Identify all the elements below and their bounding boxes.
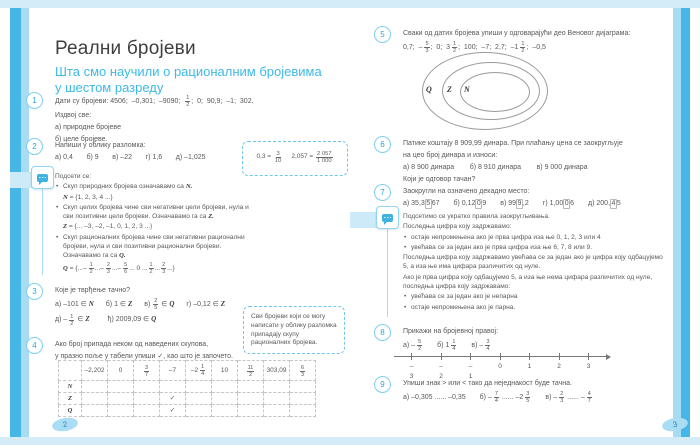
exercise-9 bbox=[374, 376, 593, 404]
exercise-4-instruction-2: у празно поље у табели упиши ✓, као што је започето. bbox=[55, 353, 233, 360]
exercise-7-items bbox=[403, 199, 621, 209]
venn-label-n: N bbox=[464, 85, 470, 94]
tick--2: –2 bbox=[441, 353, 442, 360]
exercise-5-number: 5 bbox=[374, 26, 391, 43]
fraction: – 3 4 bbox=[479, 339, 490, 352]
exercise-5-numbers: 0,7; – 5 3 ; 0; 3 1 2 ; 100; –7; 2,7; –1 1 2 ; –0,5 bbox=[403, 41, 546, 54]
tick-2: 2 bbox=[559, 353, 560, 360]
hint-box-rationals bbox=[243, 306, 345, 354]
exercise-6-text-1: Патике коштају 8 909,99 динара. При плаћању цена се заокругљује bbox=[403, 140, 623, 147]
remember-title: Подсети се: bbox=[55, 173, 92, 180]
fraction: – 2 3 bbox=[553, 391, 564, 404]
remember-natural-numbers: • Скуп природних бројева означавамо са N. bbox=[55, 182, 255, 191]
table-row-z: Z ✓ bbox=[59, 393, 316, 405]
table-row-n: N bbox=[59, 381, 316, 393]
exercise-3-row-2 bbox=[55, 314, 225, 327]
top-border bbox=[0, 0, 700, 8]
exercise-3-question: Које је тврђење тачно? bbox=[55, 287, 131, 294]
rounding-rule-odd: • увећава се за један ако је непарна bbox=[403, 292, 667, 301]
fraction: – 5 6 bbox=[117, 261, 128, 275]
speech-bubble-glyph bbox=[382, 214, 393, 222]
rounding-rule-even: • остаје непромењена ако је парна. bbox=[403, 303, 667, 312]
exercise-1-item-b: б) целе бројеве. bbox=[55, 135, 108, 143]
table-header-row: –2,202 0 3 7 –7 –2 1 4 10 11 2 303,09 6 3 bbox=[59, 361, 316, 381]
rounding-rule-1: • остаје непромењена ако је прва цифра иза ње 0, 1, 2, 3 или 4 bbox=[403, 233, 667, 242]
rounding-lead: Последња цифра коју задржавамо: bbox=[403, 223, 512, 231]
hint-rationals-text: Сви бројеви који се могу написати у облику разломка припадају скупу рационалних бројева. bbox=[251, 313, 337, 347]
fraction: –2 1 4 bbox=[190, 364, 205, 377]
checkmark: ✓ bbox=[160, 405, 186, 417]
exercise-8-number: 8 bbox=[374, 324, 391, 341]
speech-bubble-icon bbox=[376, 206, 399, 229]
right-edge-strip-dark bbox=[681, 8, 690, 437]
statement-a: а) –101 ∈ N bbox=[55, 299, 94, 308]
exercise-6 bbox=[374, 136, 623, 185]
exercise-4-number: 4 bbox=[26, 337, 43, 354]
hint-connector-line bbox=[387, 229, 388, 317]
subtitle-line-1: Шта смо научили о рационалним бројевима bbox=[55, 64, 322, 79]
exercise-2-items: а) 0,4 б) 9 в) –22 г) 1,6 д) –1,025 bbox=[55, 154, 206, 161]
exercise-3-number: 3 bbox=[26, 283, 43, 300]
tick-3: 3 bbox=[588, 353, 589, 360]
venn-label-q: Q bbox=[426, 85, 432, 94]
exercise-5 bbox=[374, 26, 630, 54]
plot-item-b: б) 1 1 4 bbox=[437, 339, 456, 352]
plot-item-a: а) – 5 2 bbox=[403, 339, 422, 352]
fraction: – 2 3 bbox=[100, 261, 110, 275]
fraction: – 1 2 bbox=[63, 313, 74, 327]
rounding-rule-2: • увећава се за један ако је прва цифра иза ње 6, 7, 8 или 9. bbox=[403, 243, 667, 252]
fraction: 3 10 bbox=[274, 151, 282, 164]
fraction: – 5 2 bbox=[411, 339, 422, 352]
marked-digit: 0 bbox=[476, 200, 481, 207]
exercise-8 bbox=[374, 324, 498, 352]
fraction: – 1 2 bbox=[82, 261, 93, 275]
fraction: 6 3 bbox=[300, 365, 305, 378]
remember-rationals: • Скуп рационалних бројева чине сви негативни рационални бројеви, нула и сви позитивни рационални бројеви. Означавамо га са Q. bbox=[55, 233, 255, 261]
remember-sets-block bbox=[55, 172, 255, 276]
marked-digit: 9 bbox=[517, 200, 522, 207]
page-left bbox=[10, 8, 350, 437]
exercise-4 bbox=[26, 337, 233, 362]
venn-label-z: Z bbox=[447, 85, 452, 94]
speech-bubble-glyph bbox=[37, 174, 48, 182]
exercise-6-number: 6 bbox=[374, 136, 391, 153]
round-item-d: д) 200, 4 5 bbox=[588, 200, 621, 207]
page-title: Реални бројеви bbox=[55, 38, 196, 59]
fraction: 3 1 2 bbox=[446, 41, 457, 54]
exercise-6-options: а) 8 900 динара б) 8 910 динара в) 9 000 динара bbox=[403, 164, 588, 171]
page-right bbox=[350, 8, 690, 437]
membership-table bbox=[58, 360, 316, 417]
compare-item-b: б) – 7 4 ...... –2 3 5 bbox=[479, 391, 530, 404]
subtitle-line-2: у шестом разреду bbox=[55, 80, 164, 95]
left-edge-strip-dark bbox=[10, 8, 21, 437]
exercise-2 bbox=[26, 138, 206, 163]
bottom-border bbox=[0, 437, 700, 445]
statement-d: д) – 1 2 ∈ Z bbox=[55, 313, 90, 327]
exercise-7-number: 7 bbox=[374, 184, 391, 201]
exercise-1-number: 1 bbox=[26, 92, 43, 109]
fraction: –2 3 5 bbox=[515, 391, 530, 404]
table-row-q: Q ✓ bbox=[59, 405, 316, 417]
venn-ellipse-n bbox=[460, 72, 530, 112]
statement-dj: ђ) 2009,09 ∈ Q bbox=[107, 315, 157, 324]
remember-integers: • Скуп целих бројева чине сви негативни цели бројеви, нула и сви позитивни цели бројеви. Означавамо га са Z. bbox=[55, 203, 255, 222]
exercise-2-instruction: Напиши у облику разломка: bbox=[55, 142, 146, 149]
checkmark: ✓ bbox=[160, 393, 186, 405]
exercise-5-instruction: Сваки од датих бројева упиши у одговарајући део Веновог дијаграма: bbox=[403, 30, 631, 37]
exercise-3 bbox=[26, 283, 225, 327]
statement-b: б) 1 ∈ Z bbox=[105, 299, 133, 308]
rounding-rule-3: Последња цифра коју задржавамо увећава се за један ако је цифра коју одбацујемо 5, а иза ње има цифара различитих од нуле. bbox=[403, 254, 663, 271]
fraction: 2 3 bbox=[162, 261, 166, 275]
exercise-9-number: 9 bbox=[374, 376, 391, 393]
tick-1: 1 bbox=[529, 353, 530, 360]
compare-item-a: а) –0,305 ...... –0,35 bbox=[403, 393, 466, 401]
set-n-definition: N = {1, 2, 3, 4 ...} bbox=[63, 193, 113, 201]
fraction: 1 1 4 bbox=[445, 339, 456, 352]
round-item-g: г) 1,00 0 6 bbox=[542, 200, 575, 207]
number-line-arrow bbox=[606, 354, 611, 360]
hint-box-fractions: 0,3 = 3 10 2,057 = 2 057 1 000 bbox=[242, 141, 348, 176]
exercise-7 bbox=[374, 184, 621, 209]
set-q-definition: Q = {... – 1 2 ... – 2 3 ... – 5 6 ... 0 ... 1 2 ... 2 3 ...} bbox=[63, 261, 175, 275]
fraction: 1 2 bbox=[186, 95, 190, 108]
tick--3: –3 bbox=[411, 353, 412, 360]
fraction: –1 1 2 bbox=[510, 41, 525, 54]
rounding-intro: Подсетимо се укратко правила заокругљивања. bbox=[403, 213, 550, 220]
fraction: 3 7 bbox=[144, 365, 149, 378]
fraction: – 7 4 bbox=[487, 391, 498, 404]
tick--1: –1 bbox=[470, 353, 471, 360]
exercise-8-instruction: Прикажи на бројевној правој: bbox=[403, 328, 499, 335]
round-item-v: в) 99 9 ,2 bbox=[500, 200, 529, 207]
right-edge-strip-light bbox=[673, 8, 681, 437]
compare-item-v: в) – 2 3 ...... – 4 7 bbox=[545, 391, 591, 404]
exercise-9-instruction: Упиши знак > или < тако да неједнакост буде тачна. bbox=[403, 380, 572, 387]
page-number-left: 2 bbox=[51, 416, 79, 433]
number-line bbox=[394, 352, 624, 380]
exercise-6-question: Који је одговор тачан? bbox=[403, 176, 476, 183]
fraction: 2 057 1 000 bbox=[317, 151, 332, 164]
left-edge-strip-light bbox=[21, 8, 29, 437]
remember-rounding-block bbox=[403, 212, 667, 313]
set-z-definition: Z = {... –3, –2, –1, 0, 1, 2, 3 ...} bbox=[63, 223, 153, 231]
fraction: 1 2 bbox=[149, 261, 153, 275]
exercise-1-instruction: Издвој све: bbox=[55, 111, 92, 119]
speech-bubble-icon bbox=[31, 166, 54, 189]
exercise-8-items bbox=[403, 339, 498, 352]
round-item-a: а) 35,3 5 67 bbox=[403, 200, 440, 207]
rounding-rule-4-lead: Ако је прва цифра коју одбацујемо 5, а иза ње нема цифара различитих од нуле, последња цифра коју задржавамо: bbox=[403, 273, 653, 291]
fraction: 2 5 bbox=[154, 298, 158, 311]
fraction: 11 2 bbox=[247, 365, 254, 378]
fraction: – 4 7 bbox=[580, 391, 591, 404]
exercise-4-instruction-1: Ако број припада неком од наведених скупова, bbox=[55, 341, 209, 348]
exercise-1 bbox=[26, 92, 254, 144]
page-number-right: 3 bbox=[661, 416, 689, 433]
exercise-1-given-numbers: Дати су бројеви: 4506; –0,301; –9090; 1 2 ; 0; 90,9; –1; 302. bbox=[55, 95, 254, 108]
exercise-3-row-1 bbox=[55, 298, 225, 311]
exercise-9-items bbox=[403, 391, 593, 404]
statement-v: в) 2 5 ∈ Q bbox=[144, 298, 175, 311]
plot-item-v: в) – 3 4 bbox=[471, 339, 490, 352]
hint-connector-line bbox=[42, 189, 43, 275]
exercise-6-text-2: на цео број динара и износи: bbox=[403, 152, 498, 159]
round-item-b: б) 0,12 0 9 bbox=[453, 200, 487, 207]
fraction: – 5 3 bbox=[418, 41, 429, 54]
statement-g: г) –0,12 ∈ Z bbox=[186, 299, 225, 308]
marked-digit: 0 bbox=[564, 200, 569, 207]
marked-digit: 5 bbox=[426, 200, 431, 207]
exercise-1-item-a: а) природне бројеве bbox=[55, 123, 121, 131]
tick-0: 0 bbox=[500, 353, 501, 360]
marked-digit: 4 bbox=[611, 200, 616, 207]
exercise-7-instruction: Заокругли на означено декадно место: bbox=[403, 188, 530, 195]
exercise-2-number: 2 bbox=[26, 138, 43, 155]
